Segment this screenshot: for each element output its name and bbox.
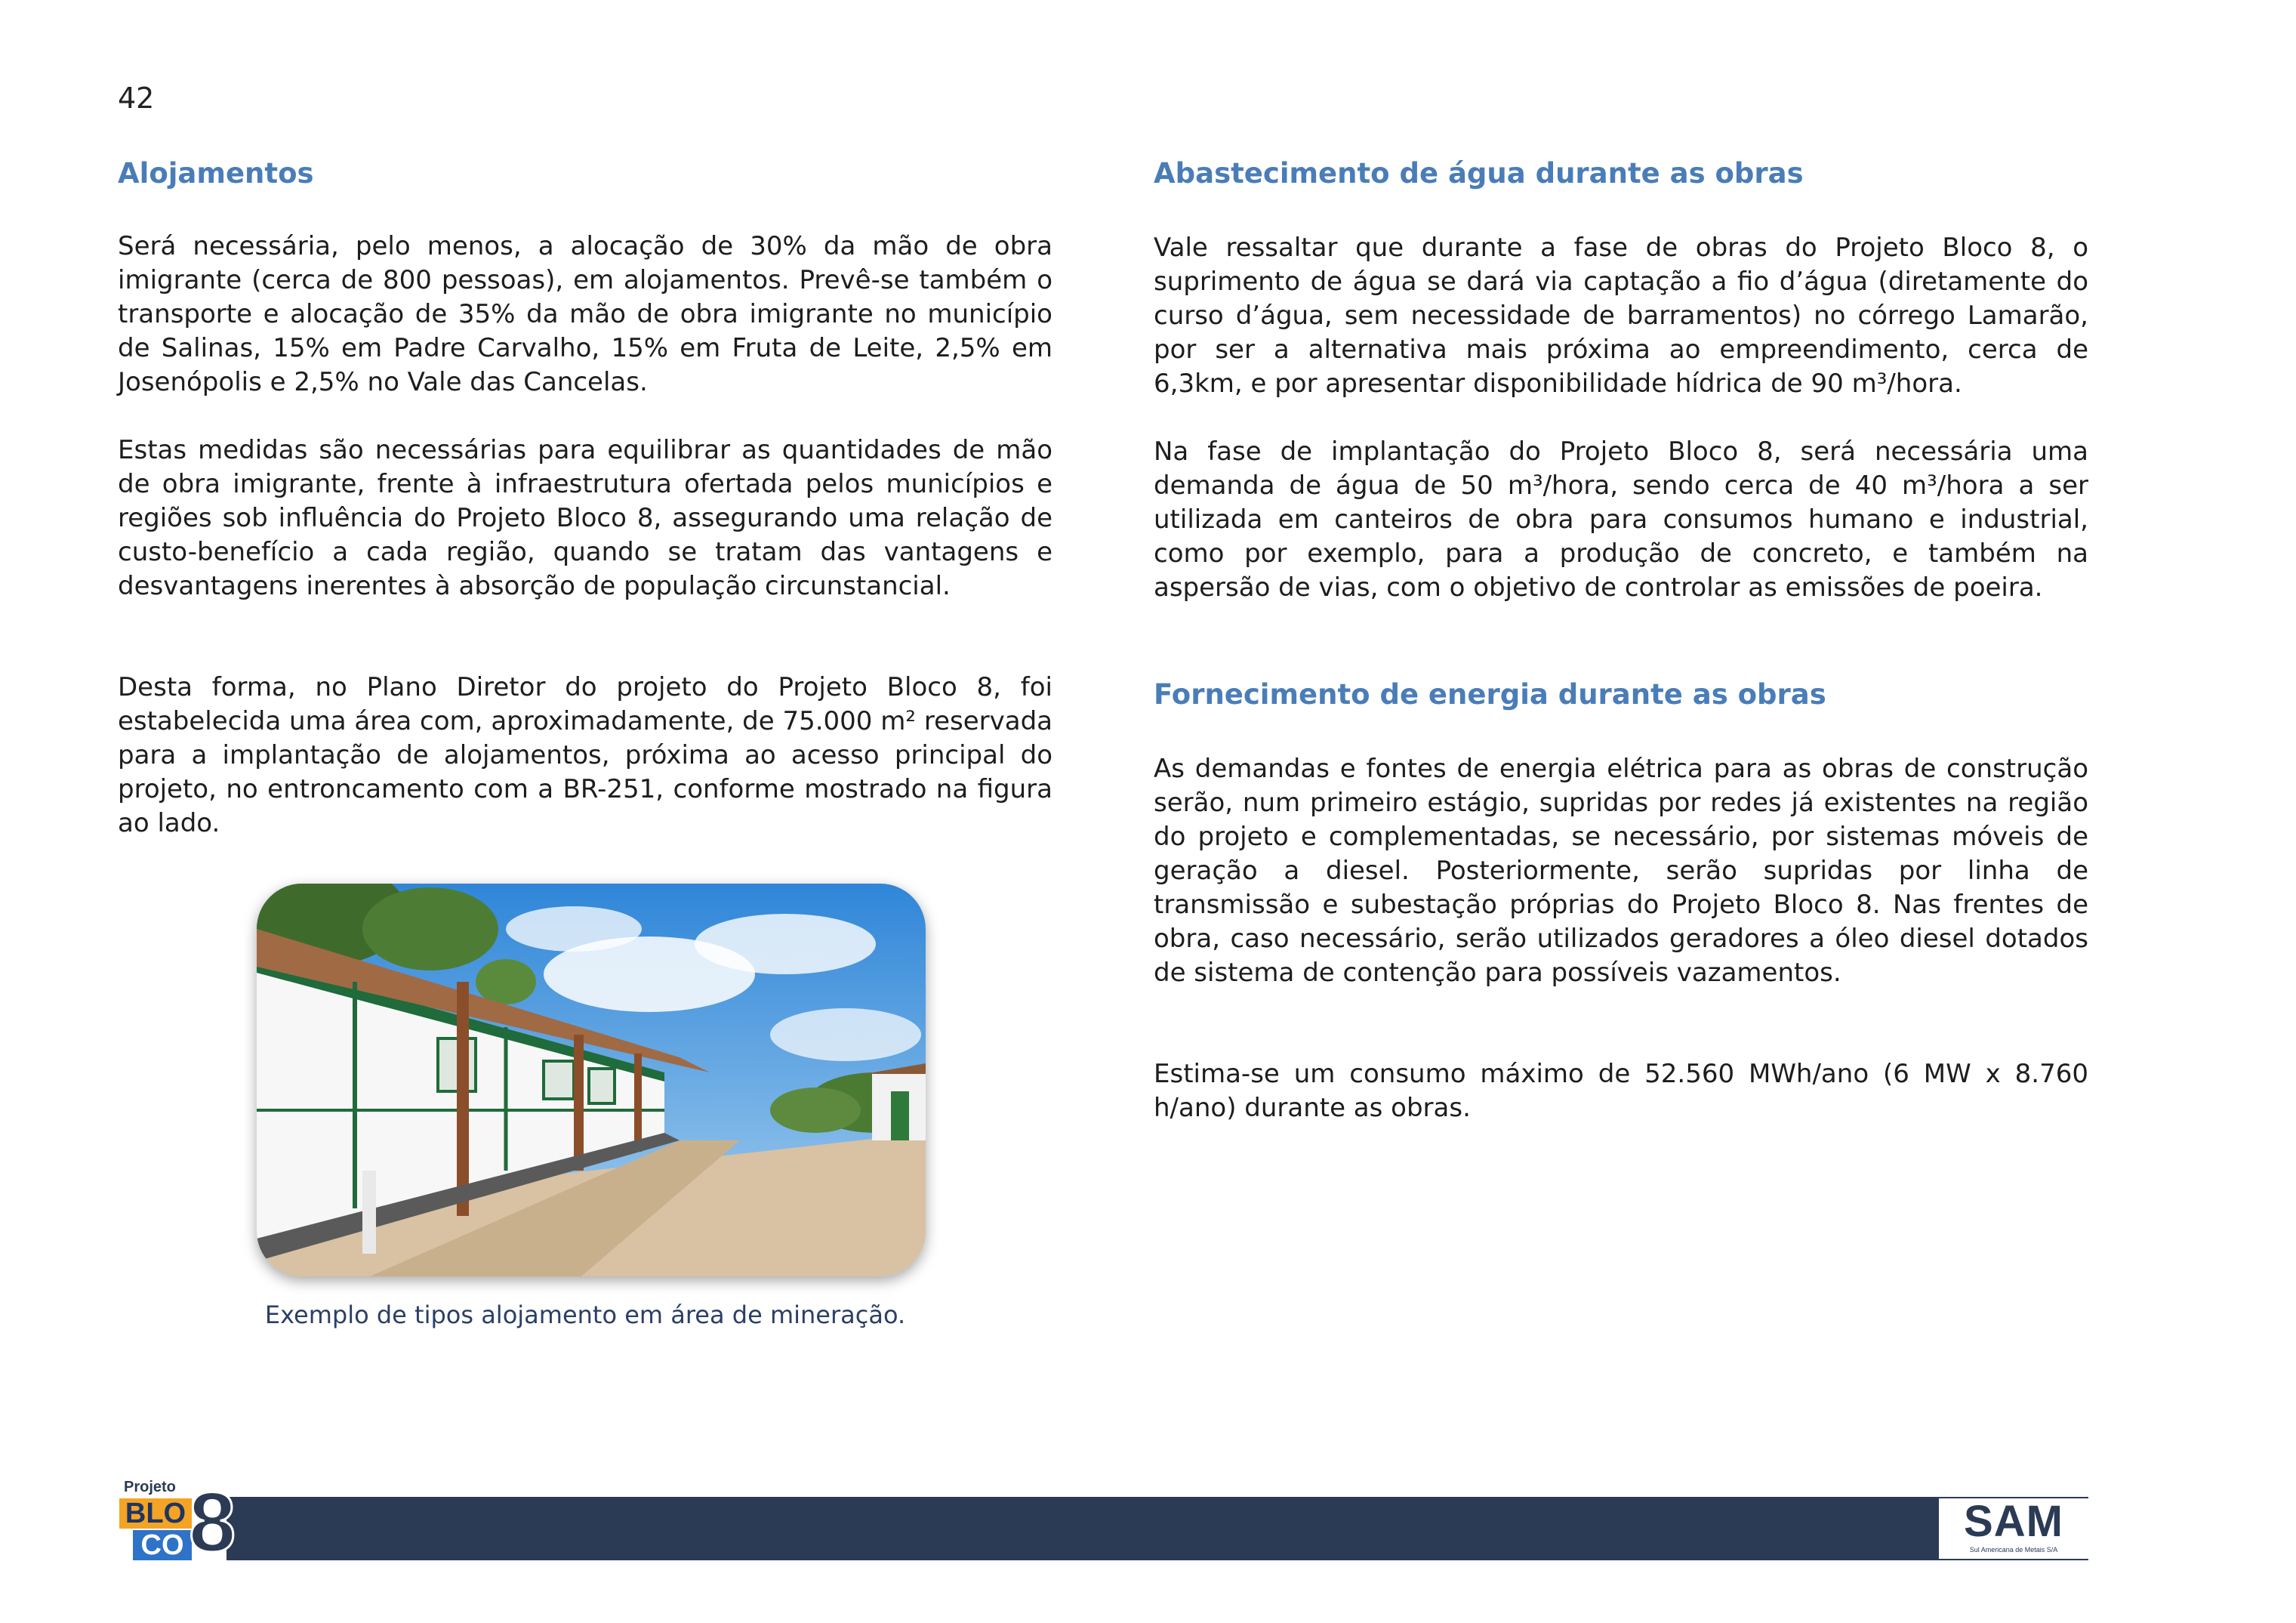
figure-caption: Exemplo de tipos alojamento em área de mineração.	[264, 1301, 906, 1329]
projeto-label: Projeto	[124, 1479, 176, 1495]
paragraph-energia-1: As demandas e fontes de energia elétrica para as obras de construção serão, num primeiro estágio, supridas por redes já existentes na região do projeto e complementadas, se necessário, por sistemas móveis de geração a diesel. Posteriormente, serão supridas por linha de transmissão e subestação próprias do Projeto Bloco 8. Nas frentes de obra, caso necessário, serão utilizados geradores a óleo diesel dotados de sistema de contenção para possíveis vazamentos.	[1154, 754, 2088, 988]
section-heading-abastecimento: Abastecimento de água durante as obras	[1154, 157, 1804, 190]
sam-logo-subtitle: Sul Americana de Metais S/A	[1969, 1546, 2058, 1554]
sam-logo	[1939, 1498, 2088, 1559]
paragraph-alojamentos-2: Estas medidas são necessárias para equilibrar as quantidades de mão de obra imigrante, frente à infraestrutura ofertada pelos municípios e regiões sob influência do Projeto Bloco 8, assegurando uma relação de custo-benefício a cada região, quando se tratam das vantagens e desvantagens inerentes à absorção de população circunstancial.	[118, 435, 1052, 601]
bloco-logo-eight: 8	[189, 1475, 236, 1569]
accommodation-photo	[257, 884, 926, 1276]
page-number: 42	[118, 82, 155, 115]
paragraph-abastecimento-2: Na fase de implantação do Projeto Bloco 8, será necessária uma demanda de água de 50 m³/hora, sendo cerca de 40 m³/hora a ser utilizada em canteiros de obra para consumos humano e industrial, como por exemplo, para a produção de concreto, e também na aspersão de vias, com o objetivo de controlar as emissões de poeira.	[1154, 437, 2088, 603]
bloco-logo-blo: BLO	[119, 1498, 192, 1529]
sam-logo-word: SAM	[1964, 1497, 2063, 1546]
paragraph-alojamentos-1: Será necessária, pelo menos, a alocação de 30% da mão de obra imigrante (cerca de 800 pessoas), em alojamentos. Prevê-se também o transporte e alocação de 35% da mão de obra imigrante no município de Salinas, 15% em Padre Carvalho, 15% em Fruta de Leite, 2,5% em Josenópolis e 2,5% no Vale das Cancelas.	[118, 231, 1052, 397]
section-heading-alojamentos: Alojamentos	[118, 157, 314, 190]
bloco-logo-co: CO	[133, 1530, 192, 1560]
paragraph-abastecimento-1: Vale ressaltar que durante a fase de obras do Projeto Bloco 8, o suprimento de água se dará via captação a fio d’água (diretamente do curso d’água, sem necessidade de barramentos) no córrego Lamarão, por ser a alternativa mais próxima ao empreendimento, cerca de 6,3km, e por apresentar disponibilidade hídrica de 90 m³/hora.	[1154, 233, 2088, 399]
section-heading-energia: Fornecimento de energia durante as obras	[1154, 678, 1826, 711]
paragraph-alojamentos-3: Desta forma, no Plano Diretor do projeto do Projeto Bloco 8, foi estabelecida uma área com, aproximadamente, de 75.000 m² reservada para a implantação de alojamentos, próxima ao acesso principal do projeto, no entroncamento com a BR-251, conforme mostrado na figura ao lado.	[118, 672, 1052, 838]
paragraph-energia-2: Estima-se um consumo máximo de 52.560 MWh/ano (6 MW x 8.760 h/ano) durante as obras.	[1154, 1059, 2088, 1123]
footer-band	[227, 1497, 2088, 1560]
